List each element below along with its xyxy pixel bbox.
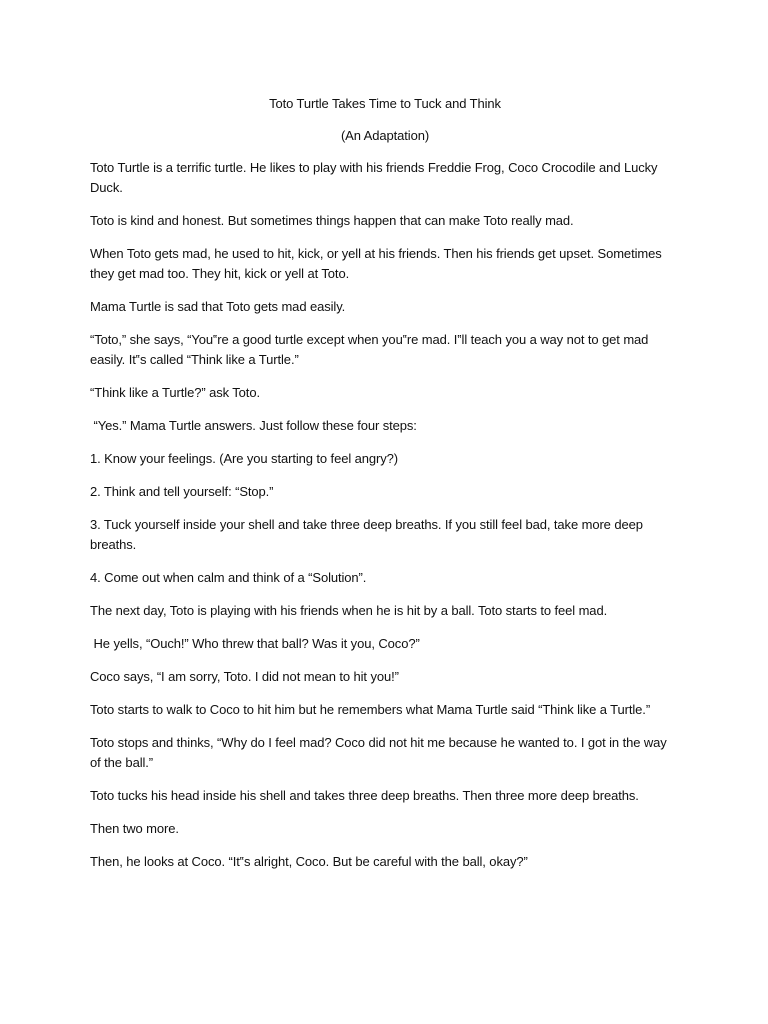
paragraph: When Toto gets mad, he used to hit, kick, or yell at his friends. Then his friends get upset. Sometimes they get mad too. They hit, kick or yell at Toto. xyxy=(90,246,666,281)
paragraph: “Think like a Turtle?” ask Toto. xyxy=(90,385,260,400)
paragraph: Then, he looks at Coco. “It‟s alright, Coco. But be careful with the ball, okay?” xyxy=(90,854,528,869)
paragraph: Toto Turtle is a terrific turtle. He likes to play with his friends Freddie Frog, Coco Crocodile and Lucky Duck. xyxy=(90,160,661,195)
paragraph: “Toto,” she says, “You‟re a good turtle except when you‟re mad. I‟ll teach you a way not to get mad easily. It‟s called “Think like a Turtle.” xyxy=(90,332,652,367)
list-item: 1. Know your feelings. (Are you starting to feel angry?) xyxy=(90,451,399,466)
story-text xyxy=(90,158,680,872)
paragraph: Then two more. xyxy=(90,821,179,836)
list-item: 4. Come out when calm and think of a “Solution”. xyxy=(90,570,367,585)
paragraph: He yells, “Ouch!” Who threw that ball? Was it you, Coco?” xyxy=(90,636,420,651)
paragraph: Toto starts to walk to Coco to hit him but he remembers what Mama Turtle said “Think like a Turtle.” xyxy=(90,702,651,717)
list-item: 3. Tuck yourself inside your shell and take three deep breaths. If you still feel bad, take more deep breaths. xyxy=(90,517,647,552)
paragraph: Toto stops and thinks, “Why do I feel mad? Coco did not hit me because he wanted to. I got in the way of the ball.” xyxy=(90,735,671,770)
list-item: 2. Think and tell yourself: “Stop.” xyxy=(90,484,274,499)
paragraph: Toto is kind and honest. But sometimes things happen that can make Toto really mad. xyxy=(90,213,574,228)
document-body xyxy=(90,94,680,885)
paragraph: Coco says, “I am sorry, Toto. I did not mean to hit you!” xyxy=(90,669,399,684)
paragraph: The next day, Toto is playing with his friends when he is hit by a ball. Toto starts to feel mad. xyxy=(90,603,608,618)
document-title: Toto Turtle Takes Time to Tuck and Think xyxy=(269,96,501,111)
document-subtitle: (An Adaptation) xyxy=(340,128,430,143)
paragraph: Mama Turtle is sad that Toto gets mad easily. xyxy=(90,299,346,314)
paragraph: Toto tucks his head inside his shell and takes three deep breaths. Then three more deep breaths. xyxy=(90,788,639,803)
paragraph: “Yes.” Mama Turtle answers. Just follow these four steps: xyxy=(90,418,417,433)
